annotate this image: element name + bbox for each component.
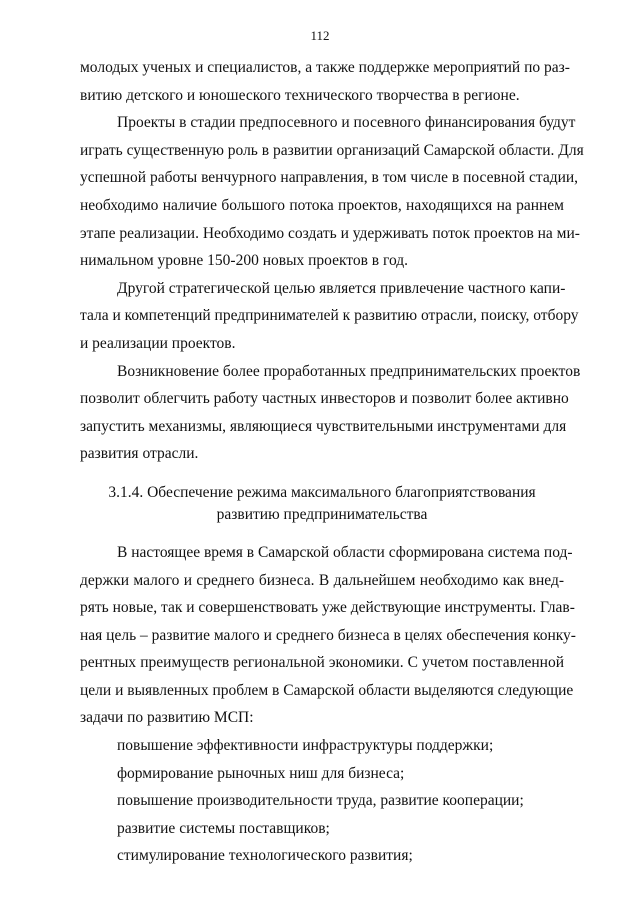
paragraph-2 bbox=[80, 109, 584, 275]
text-line: витию детского и юношеского технического творчества в регионе. bbox=[80, 86, 520, 104]
text-line: Проекты в стадии предпосевного и посевного финансирования будут bbox=[117, 114, 576, 132]
list-item: повышение эффективности инфраструктуры поддержки; bbox=[117, 737, 494, 755]
text-line: играть существенную роль в развитии организаций Самарской области. Для bbox=[80, 141, 584, 159]
text-line: Возникновение более проработанных предпринимательских проектов bbox=[117, 362, 581, 380]
text-line: успешной работы венчурного направления, в том числе в посевной стадии, bbox=[80, 169, 579, 187]
list-item: развитие системы поставщиков; bbox=[117, 819, 330, 837]
section-heading bbox=[80, 482, 564, 526]
list-item: стимулирование технологического развития; bbox=[117, 847, 413, 865]
text-line: запустить механизмы, являющиеся чувствительными инструментами для bbox=[80, 417, 567, 435]
list-item: формирование рыночных ниш для бизнеса; bbox=[117, 764, 405, 782]
text-line: цели и выявленных проблем в Самарской области выделяются следующие bbox=[80, 681, 574, 699]
text-line: рентных преимуществ региональной экономики. С учетом поставленной bbox=[80, 654, 564, 672]
text-line: тала и компетенций предпринимателей к развитию отрасли, поиску, отбору bbox=[80, 307, 579, 325]
text-line: задачи по развитию МСП: bbox=[80, 709, 254, 727]
text-line: необходимо наличие большого потока проектов, находящихся на раннем bbox=[80, 196, 564, 214]
text-line: молодых ученых и специалистов, а также поддержке мероприятий по раз- bbox=[80, 59, 570, 76]
text-line: ная цель – развитие малого и среднего бизнеса в целях обеспечения конку- bbox=[80, 626, 576, 644]
text-line: и реализации проектов. bbox=[80, 334, 236, 352]
task-list bbox=[80, 732, 564, 870]
page-number: 112 bbox=[310, 28, 330, 43]
text-line: В настоящее время в Самарской области сформирована система под- bbox=[117, 543, 573, 561]
text-line: нимальном уровне 150-200 новых проектов в год. bbox=[80, 252, 409, 270]
text-line: позволит облегчить работу частных инвесторов и позволит более активно bbox=[80, 390, 569, 408]
text-line: рять новые, так и совершенствовать уже действующие инструменты. Глав- bbox=[80, 599, 575, 617]
text-line: этапе реализации. Необходимо создать и удерживать поток проектов на ми- bbox=[80, 224, 580, 242]
page-content bbox=[80, 54, 584, 870]
text-line: развития отрасли. bbox=[80, 445, 199, 463]
text-line: держки малого и среднего бизнеса. В дальнейшем необходимо как внед- bbox=[80, 571, 564, 589]
paragraph-3 bbox=[80, 275, 579, 358]
section-heading-line-1: 3.1.4. Обеспечение режима максимального благоприятствования bbox=[108, 483, 536, 501]
list-item: повышение производительности труда, развитие кооперации; bbox=[117, 792, 524, 810]
paragraph-5 bbox=[80, 539, 576, 732]
paragraph-4 bbox=[80, 358, 581, 468]
section-heading-line-2: развитию предпринимательства bbox=[216, 505, 428, 523]
paragraph-1 bbox=[80, 54, 570, 109]
text-line: Другой стратегической целью является привлечение частного капи- bbox=[117, 279, 566, 297]
